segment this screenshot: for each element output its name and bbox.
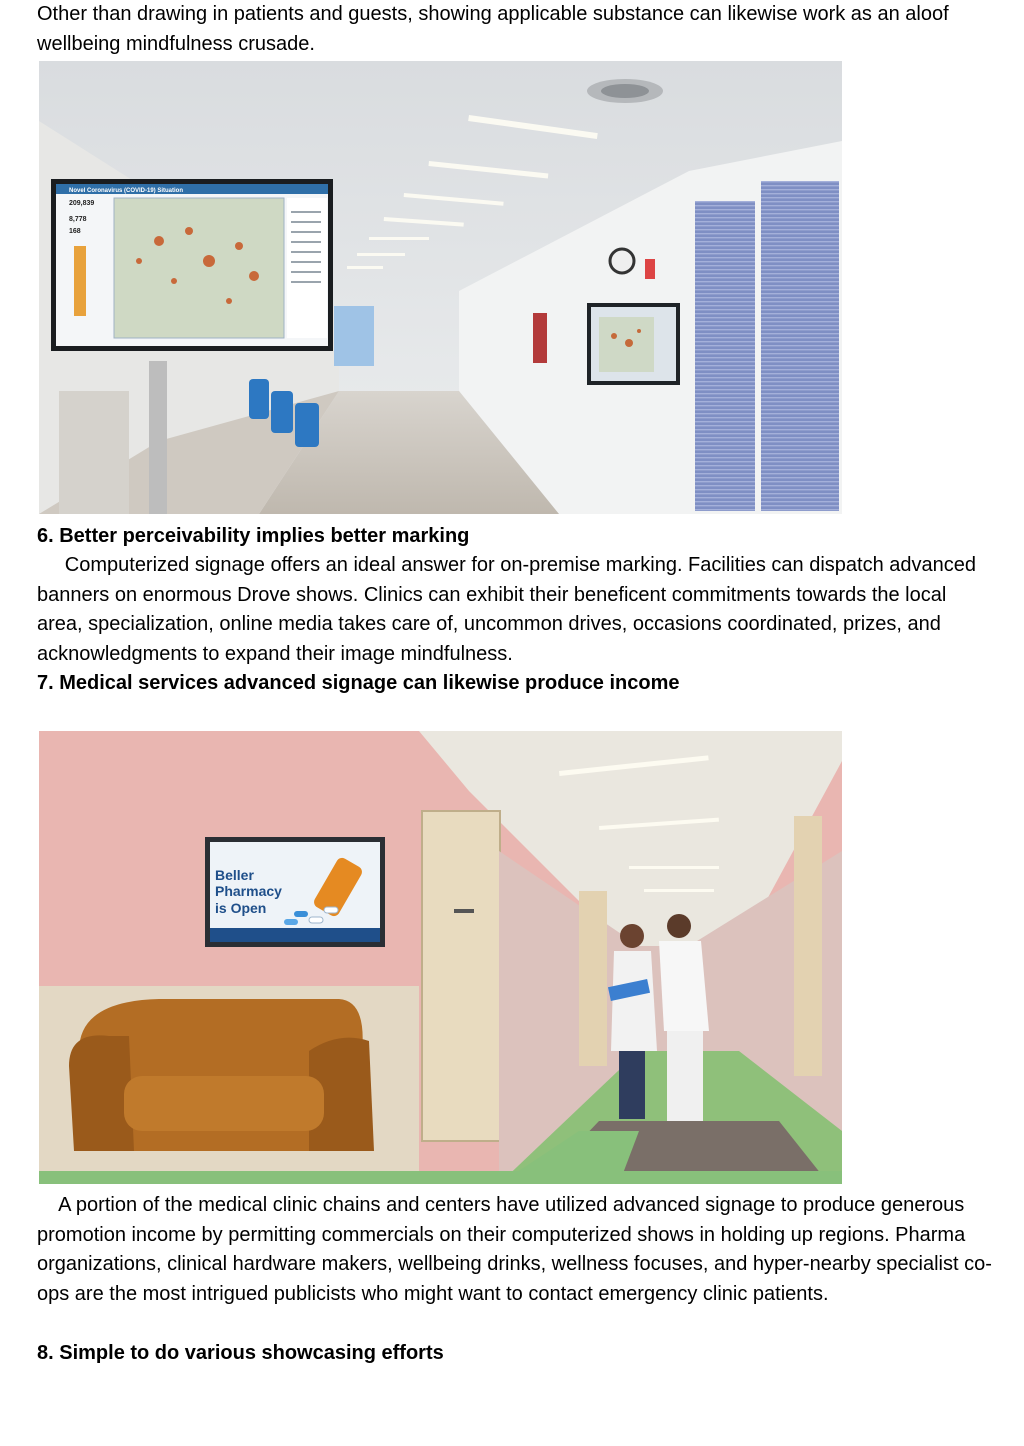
screen-title: Novel Coronavirus (COVID-19) Situation [69, 188, 184, 194]
section-8-heading: 8. Simple to do various showcasing efforts [37, 1342, 444, 1364]
section-7-heading: 7. Medical services advanced signage can likewise produce income [37, 672, 680, 694]
pharmacy-sign-line-2: Pharmacy [215, 883, 282, 899]
intro-paragraph: Other than drawing in patients and guests, showing applicable substance can likewise work as an aloof wellbeing mindfulness crusade. [37, 3, 949, 55]
screen-stat-2: 8,778 [69, 216, 87, 223]
section-6-heading: 6. Better perceivability implies better marking [37, 525, 470, 547]
screen-stat-1: 209,839 [69, 200, 95, 207]
corridor-photo [39, 61, 842, 514]
pharmacy-sign-line-3: is Open [215, 900, 267, 916]
lobby-photo [39, 731, 842, 1184]
screen-stat-3: 168 [69, 228, 81, 235]
pharmacy-sign-line-1: Beller [215, 867, 254, 883]
section-6-body: Computerized signage offers an ideal answer for on-premise marking. Facilities can dispatch advanced banners on enormous Drove shows. Clinics can exhibit their beneficent commitments towards the local area, specialization, online media takes care of, uncommon drives, occasions coordinated, prizes, and acknowledgments to expand their image mindfulness. [37, 554, 976, 665]
section-7-body: A portion of the medical clinic chains and centers have utilized advanced signage to produce generous promotion income by permitting commercials on their computerized shows in holding up regions. Pharma organizations, clinical hardware makers, wellbeing drinks, wellness focuses, and hyper-nearby specialist co-ops are the most intrigued publicists who might want to contact emergency clinic patients. [37, 1194, 992, 1305]
